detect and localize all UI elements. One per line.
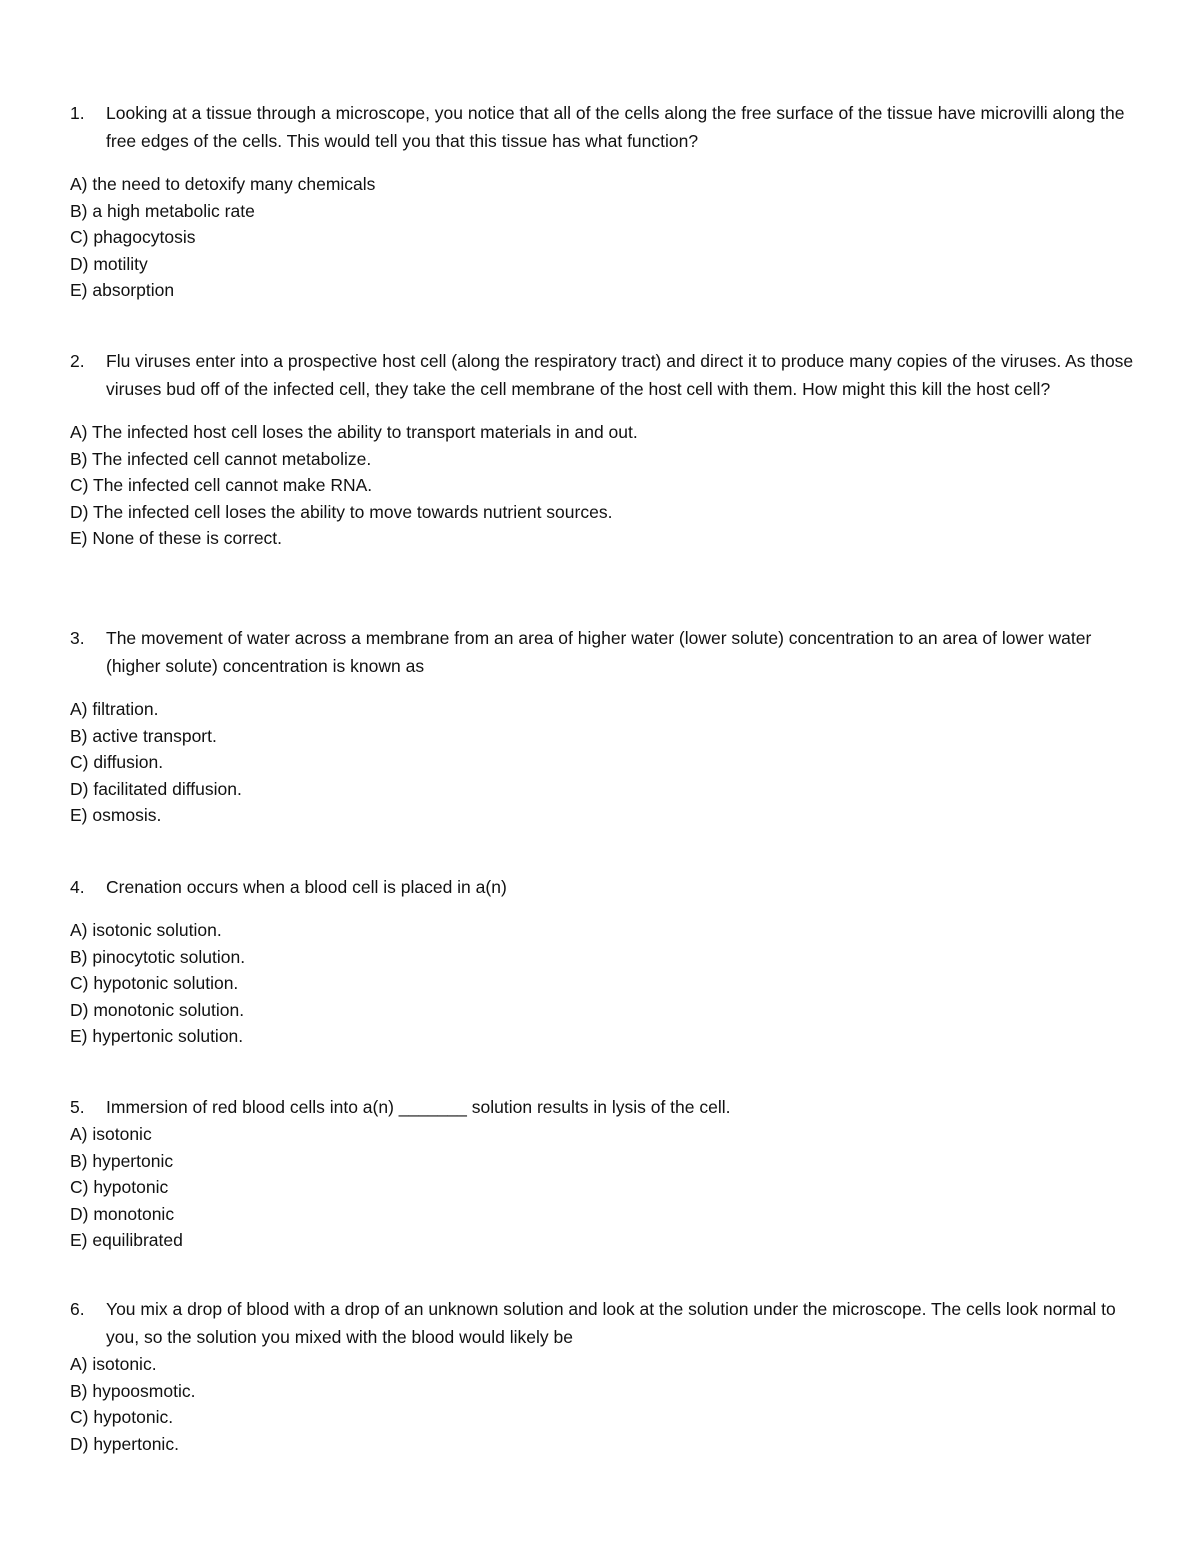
- question-1: [70, 99, 1140, 304]
- question-text: Flu viruses enter into a prospective host cell (along the respiratory tract) and direct it to produce many copies of the viruses. As those viruses bud off of the infected cell, they take the cell membrane of the host cell with them. How might this kill the host cell?: [106, 351, 1134, 399]
- answer-option: A) isotonic: [70, 1124, 152, 1144]
- question-number: 5.: [70, 1097, 85, 1117]
- question-text: Immersion of red blood cells into a(n) _______ solution results in lysis of the cell.: [106, 1097, 731, 1117]
- answer-option: B) pinocytotic solution.: [70, 946, 246, 967]
- answer-option: C) phagocytosis: [70, 227, 196, 247]
- question-text: You mix a drop of blood with a drop of an unknown solution and look at the solution under the microscope. The cells look normal to you, so the solution you mixed with the blood would likely be: [106, 1299, 1116, 1347]
- question-stem: [70, 1093, 1140, 1121]
- answer-option: E) hypertonic solution.: [70, 1026, 244, 1046]
- answer-option: A) The infected host cell loses the ability to transport materials in and out.: [70, 422, 638, 442]
- answer-option: D) monotonic solution.: [70, 999, 245, 1020]
- answer-option: B) hypertonic: [70, 1150, 174, 1171]
- question-text: Crenation occurs when a blood cell is placed in a(n): [106, 877, 507, 897]
- answer-options: [70, 917, 1140, 1050]
- question-3: [70, 624, 1140, 829]
- answer-option: A) the need to detoxify many chemicals: [70, 174, 376, 194]
- answer-option: E) absorption: [70, 280, 175, 300]
- answer-option: B) a high metabolic rate: [70, 200, 255, 221]
- question-text: The movement of water across a membrane from an area of higher water (lower solute) concentration to an area of lower water (higher solute) concentration is known as: [106, 628, 1092, 676]
- answer-option: C) diffusion.: [70, 752, 164, 772]
- answer-option: E) osmosis.: [70, 805, 162, 825]
- answer-option: C) hypotonic solution.: [70, 973, 239, 993]
- question-number: 4.: [70, 877, 85, 897]
- answer-option: C) hypotonic.: [70, 1407, 174, 1427]
- answer-option: E) equilibrated: [70, 1230, 183, 1250]
- answer-option: C) hypotonic: [70, 1177, 169, 1197]
- answer-options: [70, 419, 1140, 552]
- question-number: 6.: [70, 1299, 85, 1319]
- answer-options: [70, 1121, 1140, 1254]
- answer-option: B) The infected cell cannot metabolize.: [70, 448, 372, 469]
- question-4: [70, 873, 1140, 1050]
- question-6: [70, 1295, 1140, 1457]
- answer-option: D) motility: [70, 253, 148, 274]
- answer-option: A) filtration.: [70, 699, 159, 719]
- question-stem: [70, 873, 1140, 901]
- question-stem: [70, 1295, 1140, 1351]
- question-stem: [70, 347, 1140, 403]
- answer-option: B) hypoosmotic.: [70, 1380, 196, 1401]
- answer-option: A) isotonic.: [70, 1354, 157, 1374]
- answer-option: C) The infected cell cannot make RNA.: [70, 475, 373, 495]
- question-number: 3.: [70, 628, 85, 648]
- answer-option: A) isotonic solution.: [70, 920, 222, 940]
- answer-option: D) facilitated diffusion.: [70, 778, 242, 799]
- question-5: [70, 1093, 1140, 1254]
- answer-option: E) None of these is correct.: [70, 528, 283, 548]
- question-text: Looking at a tissue through a microscope, you notice that all of the cells along the free surface of the tissue have microvilli along the free edges of the cells. This would tell you that this tissue has what function?: [106, 103, 1125, 151]
- question-2: [70, 347, 1140, 552]
- answer-option: D) The infected cell loses the ability to move towards nutrient sources.: [70, 501, 613, 522]
- answer-options: [70, 171, 1140, 304]
- answer-option: D) hypertonic.: [70, 1433, 179, 1454]
- answer-option: D) monotonic: [70, 1203, 175, 1224]
- answer-options: [70, 696, 1140, 829]
- question-number: 2.: [70, 351, 85, 371]
- question-stem: [70, 99, 1140, 155]
- answer-options: [70, 1351, 1140, 1457]
- question-number: 1.: [70, 103, 85, 123]
- question-stem: [70, 624, 1140, 680]
- answer-option: B) active transport.: [70, 725, 217, 746]
